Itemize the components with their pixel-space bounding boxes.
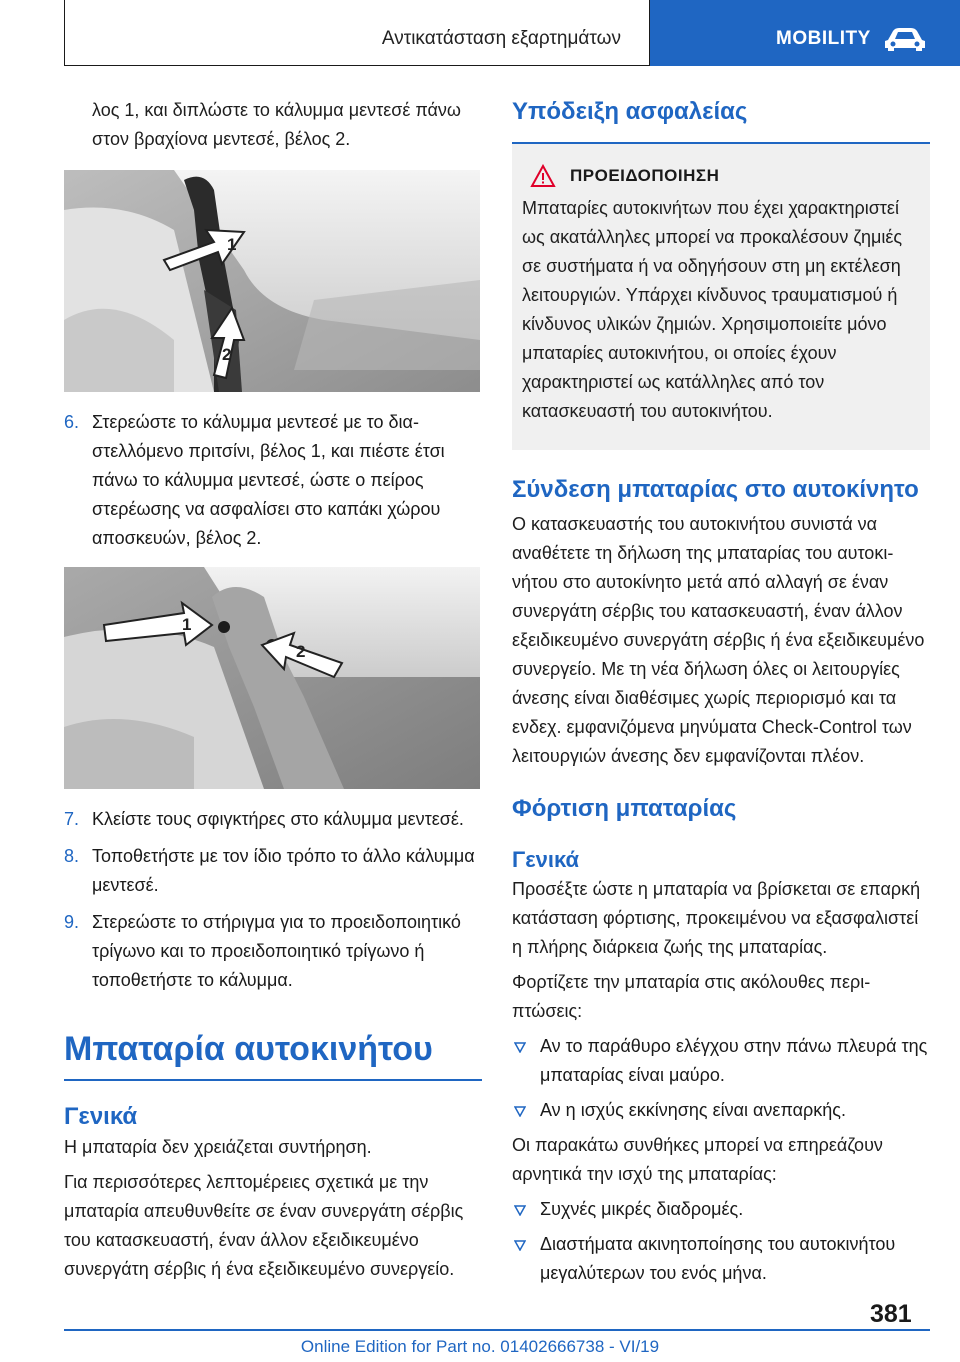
page-header [0, 0, 960, 66]
step-text: Τοποθετήστε με τον ίδιο τρόπο το άλλο κάλυμμα μεντεσέ. [92, 846, 475, 895]
list-item [512, 1230, 930, 1288]
footer-edition: Online Edition for Part no. 01402666738 - VI/19 [300, 1337, 660, 1356]
bullet-triangle-icon [514, 1105, 526, 1117]
list-item-text: Αν το παράθυρο ελέγχου στην πάνω πλευρά της μπαταρίας είναι μαύρο. [540, 1036, 928, 1085]
arrow-2-label: 2 [222, 345, 232, 364]
step-number: 6. [64, 412, 80, 432]
warning-heading-text: ΠΡΟΕΙΔΟΠΟΙΗΣΗ [570, 166, 720, 185]
list-item-text: Διαστήματα ακινητοποίησης του αυτοκινήτου μεγαλύτερων του ενός μήνα. [540, 1234, 896, 1283]
left-column [64, 96, 482, 1284]
photo-hinge-cover-2 [64, 567, 480, 789]
step-text: Στερεώστε το κάλυμμα μεντεσέ με το διαστελλόμενο πριτσίνι, βέλος 1, και πιέστε έτσι πάνω το κάλυμμα μεντεσέ, ώστε ο πείρος στερέωσης να ασφαλίσει στο καπάκι χώρου αποσκευών, βέλος 2. [92, 412, 445, 548]
subsection-title-charging-general: Γενικά [512, 847, 580, 872]
section-rule [64, 1079, 482, 1081]
brand-label: MOBILITY [776, 28, 871, 49]
step-6 [64, 408, 482, 553]
warning-heading [522, 164, 920, 188]
section-title-safety: Υπόδειξη ασφαλείας [512, 98, 748, 125]
charging-cases-list [512, 1032, 930, 1125]
section-title-battery: Μπαταρία αυτοκινήτου [64, 1030, 433, 1068]
car-icon [882, 26, 928, 52]
section-title-connect: Σύνδεση μπαταρίας στο αυτοκίνητο [512, 476, 919, 503]
right-column [512, 96, 930, 1294]
step-9 [64, 908, 482, 995]
general-paragraph-1: Η μπαταρία δεν χρειάζεται συντήρηση. [64, 1137, 372, 1157]
step-number: 9. [64, 912, 80, 932]
subsection-title-general: Γενικά [64, 1103, 138, 1130]
footer-rule [64, 1329, 930, 1331]
connect-paragraph: Ο κατασκευαστής του αυτοκινήτου συνιστά να αναθέτετε τη δήλωση της μπαταρίας του αυτοκινήτου στο αυτοκίνητο μετά από αλλαγή σε έναν συνεργάτη σέρβις του κατασκευαστή, έναν άλλον εξειδικευμένο συνεργάτη σέρβις ή ένα εξειδικευμένο συνεργείο. Με τη νέα δήλωση όλες οι λειτουργίες άνεσης είναι διαθέσιμες χωρίς περιορισμό και τα ενδεχ. εμφανιζόμενα μηνύματα Check-Control των λειτουργιών άνεσης δεν εμφανίζονται πλέον. [512, 514, 925, 766]
charging-paragraph-1: Προσέξτε ώστε η μπαταρία να βρίσκεται σε επαρκή κατάσταση φόρτισης, προκειμένου να εξασφαλιστεί η πλήρης διάρκεια ζωής της μπαταρίας. [512, 879, 921, 957]
photo-hinge-cover-1 [64, 170, 480, 392]
list-item-text: Συχνές μικρές διαδρομές. [540, 1199, 744, 1219]
section-header-box [64, 0, 650, 66]
bullet-triangle-icon [514, 1239, 526, 1251]
step-number: 8. [64, 846, 80, 866]
photo-hinge-cover-1-drawing [64, 170, 480, 392]
charging-paragraph-2: Φορτίζετε την μπαταρία στις ακόλουθες περιπτώσεις: [512, 972, 871, 1021]
section-title: Αντικατάσταση εξαρτημάτων [381, 28, 621, 49]
steps-list-6 [64, 408, 482, 553]
arrow-1-label: 1 [227, 235, 237, 254]
bullet-triangle-icon [514, 1204, 526, 1216]
warning-box [512, 144, 930, 450]
list-item [512, 1096, 930, 1125]
page-number: 381 [870, 1300, 912, 1328]
step-number: 7. [64, 809, 80, 829]
intro-paragraph: λος 1, και διπλώστε το κάλυμμα μεντεσέ πάνω στον βραχίονα μεντεσέ, βέλος 2. [92, 100, 461, 149]
effects-list [512, 1195, 930, 1288]
step-text: Στερεώστε το στήριγμα για το προειδοποιητικό τρίγωνο και το προειδοποιητικό τρίγωνο ή τοποθετήστε το κάλυμμα. [92, 912, 461, 990]
arrow-2-label: 2 [296, 642, 306, 661]
brand-bar [650, 0, 960, 66]
warning-triangle-icon [530, 164, 556, 188]
list-item [512, 1032, 930, 1090]
step-7 [64, 805, 482, 834]
list-item [512, 1195, 930, 1224]
steps-list-7-9 [64, 805, 482, 995]
bullet-triangle-icon [514, 1041, 526, 1053]
arrow-1-label: 1 [182, 615, 192, 634]
section-title-charging: Φόρτιση μπαταρίας [512, 795, 737, 822]
warning-text: Μπαταρίες αυτοκινήτων που έχει χαρακτηριστεί ως ακατάλληλες μπορεί να προκαλέσουν ζημιές σε συστήματα ή να οδηγήσουν στη μη εκτέλεση λειτουργιών. Υπάρχει κίνδυνος τραυματισμού ή κίνδυνος υλικών ζημιών. Χρησιμοποιείτε μόνο μπαταρίες αυτοκινήτου, οι οποίες έχουν χαρακτηριστεί ως κατάλληλες από τον κατασκευαστή του αυτοκινήτου. [522, 198, 903, 421]
list-item-text: Αν η ισχύς εκκίνησης είναι ανεπαρκής. [540, 1100, 846, 1120]
effects-intro: Οι παρακάτω συνθήκες μπορεί να επηρεάζουν αρνητικά την ισχύ της μπαταρίας: [512, 1135, 883, 1184]
step-8 [64, 842, 482, 900]
photo-hinge-cover-2-drawing [64, 567, 480, 789]
general-paragraph-2: Για περισσότερες λεπτομέρειες σχετικά με την μπαταρία απευθυνθείτε σε έναν συνεργάτη σέρβις του κατασκευαστή, έναν άλλον εξειδικευμένο συνεργάτη σέρβις ή ένα εξειδικευμένο συνεργείο. [64, 1172, 464, 1279]
step-text: Κλείστε τους σφιγκτήρες στο κάλυμμα μεντεσέ. [92, 809, 464, 829]
